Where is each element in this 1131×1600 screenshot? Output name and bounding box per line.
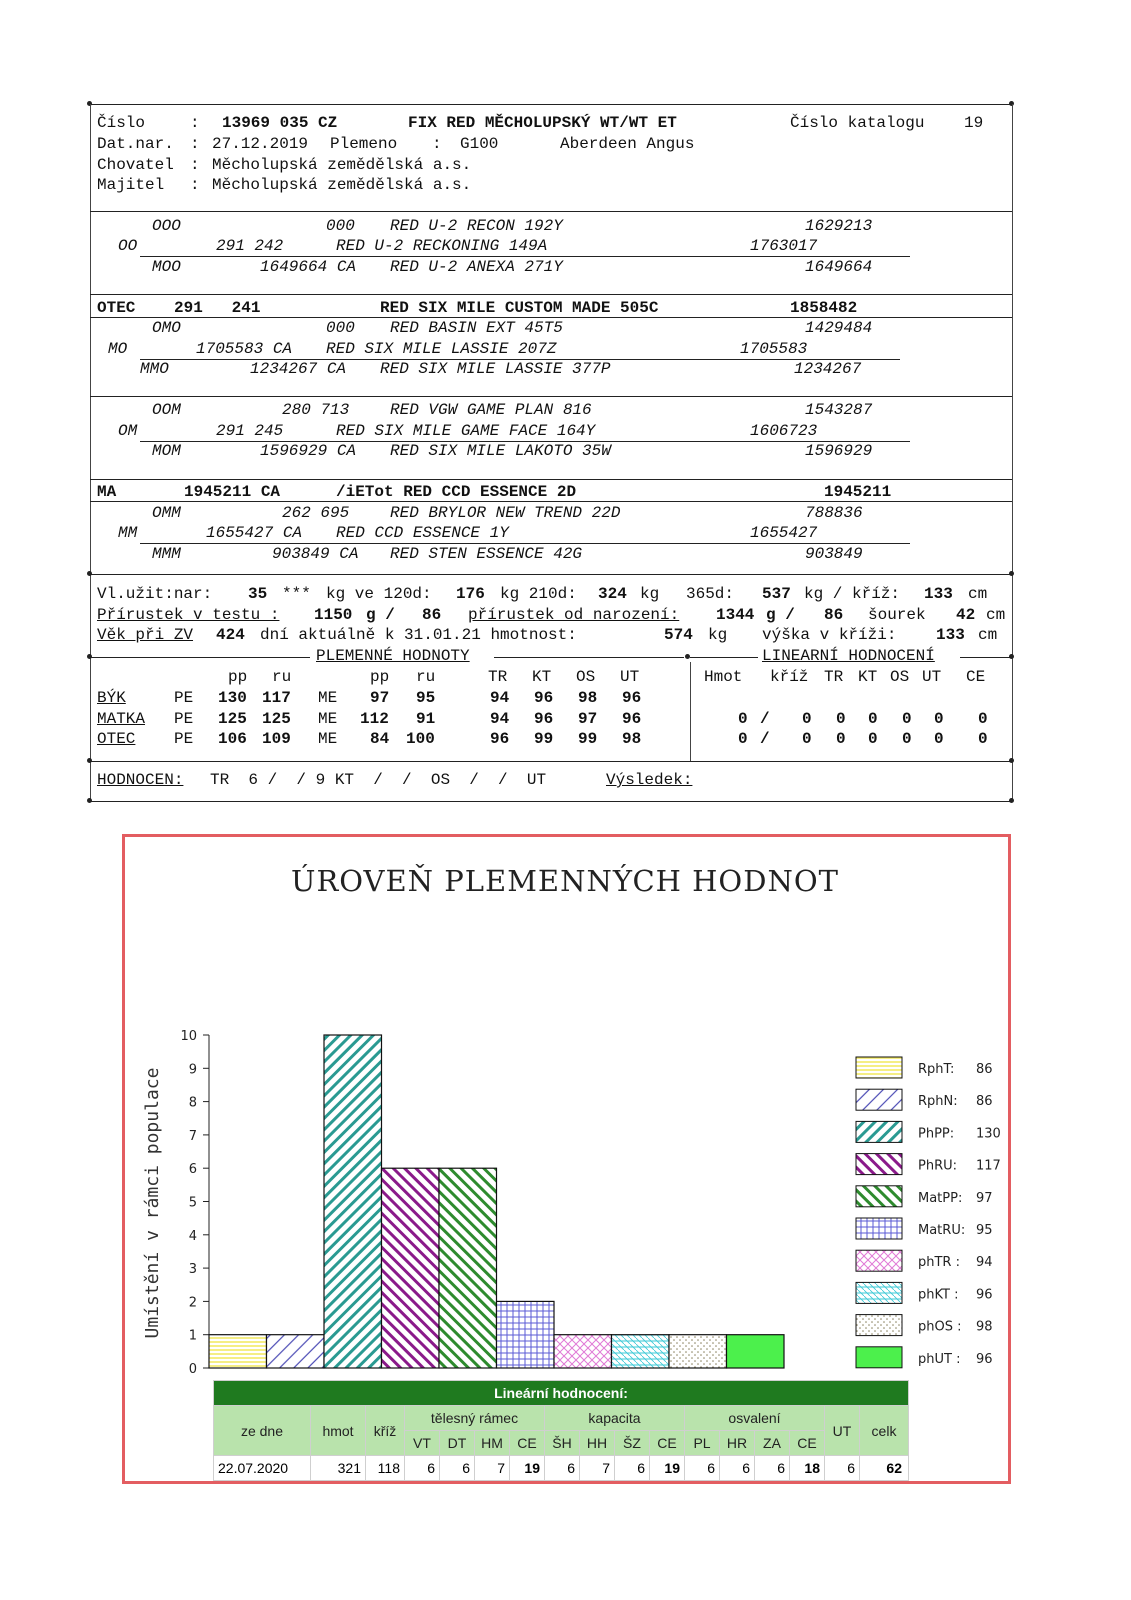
ped-om-name: RED SIX MILE GAME FACE 164Y <box>336 422 596 440</box>
lin-kriz: 0 <box>802 710 812 728</box>
lt-sub: HH <box>580 1431 615 1456</box>
breeder: Měcholupská zemědělská a.s. <box>212 156 472 174</box>
bv-me: ME <box>318 689 338 707</box>
ped-ooo-reg: 1629213 <box>805 217 873 235</box>
frame-right <box>1012 104 1013 802</box>
birth-date: 27.12.2019 <box>212 135 309 153</box>
legend-label: phTR : <box>918 1255 960 1271</box>
evaluation-label: HODNOCEN: <box>97 771 184 789</box>
divider <box>90 501 1012 502</box>
perf-row2-label2: přírustek od narození: <box>468 606 680 624</box>
colon: : <box>432 135 442 153</box>
lt-val: 6 <box>615 1456 650 1481</box>
perf-weight: 574 <box>664 626 693 644</box>
ped-mom-num: 1596929 CA <box>260 442 357 460</box>
frame-dot <box>1009 758 1014 763</box>
lin-tr: 0 <box>836 730 846 748</box>
bv-col-ut: UT <box>620 668 640 686</box>
perf-sourek: 42 <box>956 606 976 624</box>
perf-text: kg <box>708 626 728 644</box>
lt-val: 19 <box>650 1456 685 1481</box>
column-separator <box>690 662 691 762</box>
bv-tr: 94 <box>490 710 510 728</box>
bv-row-name: MATKA <box>97 710 146 728</box>
divider <box>90 396 1012 397</box>
perf-row1-label: Vl.užit:nar: <box>97 585 213 603</box>
bv-ru: 109 <box>262 730 291 748</box>
bv-me: ME <box>318 710 338 728</box>
linear-table <box>213 1380 909 1481</box>
lt-head-kriz: kříž <box>366 1406 405 1456</box>
bv-pp: 130 <box>218 689 247 707</box>
evaluation-text: TR 6 / / 9 KT / / OS / / UT <box>210 771 547 789</box>
ped-omm-name: RED BRYLOR NEW TREND 22D <box>390 504 621 522</box>
chart-title: ÚROVEŇ PLEMENNÝCH HODNOT <box>291 864 839 898</box>
ped-oo-num: 291 242 <box>216 237 284 255</box>
lin-hmot: 0 <box>738 710 748 728</box>
perf-age: 424 <box>216 626 245 644</box>
perf-text: cm <box>986 606 1006 624</box>
lt-sub: ŠZ <box>615 1431 650 1456</box>
lt-head-ut: UT <box>825 1406 860 1456</box>
lt-val: 6 <box>685 1456 720 1481</box>
bv-os: 97 <box>578 710 598 728</box>
perf-birth-gain-index: 86 <box>824 606 844 624</box>
ped-oo-label: OO <box>118 237 138 255</box>
ped-mm-name: RED CCD ESSENCE 1Y <box>336 524 509 542</box>
ped-mo-label: MO <box>108 340 128 358</box>
bv-col-mpp: pp <box>370 668 390 686</box>
lt-val: 19 <box>510 1456 545 1481</box>
lt-head-zedne: ze dne <box>214 1406 311 1456</box>
ped-omm-reg: 788836 <box>805 504 863 522</box>
ped-omo-num: 000 <box>326 319 355 337</box>
lt-sub: ZA <box>755 1431 790 1456</box>
perf-weight-365: 537 <box>762 585 791 603</box>
ped-ma-reg: 1945211 <box>824 483 892 501</box>
divider <box>90 657 310 658</box>
ped-omm-num: 262 695 <box>282 504 350 522</box>
colon: : <box>190 176 200 194</box>
perf-text: šourek <box>868 606 926 624</box>
legend-value: 98 <box>976 1319 993 1335</box>
divider <box>90 211 1012 212</box>
bv-mru: 91 <box>416 710 436 728</box>
ped-ma-label: MA <box>97 483 117 501</box>
lin-os: 0 <box>902 730 912 748</box>
bv-kt: 99 <box>534 730 554 748</box>
bv-mru: 95 <box>416 689 436 707</box>
label-majitel: Majitel <box>97 176 165 194</box>
bv-row-name: BÝK <box>97 689 126 707</box>
legend-value: 96 <box>976 1351 993 1367</box>
y-tick-label: 4 <box>188 1228 197 1244</box>
divider <box>90 294 1012 295</box>
frame-top <box>90 104 1012 105</box>
bv-col-pp: pp <box>228 668 248 686</box>
legend-label: MatRU: <box>918 1223 966 1238</box>
ped-otec-num: 291 241 <box>174 299 261 317</box>
frame-dot <box>87 571 92 576</box>
legend-label: phOS : <box>918 1319 962 1335</box>
lin-col-kt: KT <box>858 668 878 686</box>
perf-text: g / <box>366 606 395 624</box>
ped-oom-reg: 1543287 <box>805 401 873 419</box>
ped-mm-label: MM <box>118 524 138 542</box>
ped-om-num: 291 245 <box>216 422 284 440</box>
bv-ru: 125 <box>262 710 291 728</box>
lt-sub: PL <box>685 1431 720 1456</box>
label-katalog: Číslo katalogu <box>790 114 925 132</box>
lin-kt: 0 <box>868 710 878 728</box>
divider <box>960 657 1012 658</box>
ped-mmo-num: 1234267 CA <box>250 360 347 378</box>
y-tick-label: 7 <box>188 1128 197 1144</box>
bv-row-name: OTEC <box>97 730 136 748</box>
ped-ooo-name: RED U-2 RECON 192Y <box>390 217 563 235</box>
lt-hmot: 321 <box>311 1456 366 1481</box>
legend-label: PhRU: <box>918 1158 958 1174</box>
ped-oom-label: OOM <box>152 401 181 419</box>
perf-weight-210: 324 <box>598 585 627 603</box>
ped-otec-reg: 1858482 <box>790 299 858 317</box>
frame-left <box>90 104 91 802</box>
katalog-number: 19 <box>964 114 984 132</box>
ped-ma-num: 1945211 CA <box>184 483 281 501</box>
perf-row3-label: Věk při ZV <box>97 626 194 644</box>
bv-ru: 117 <box>262 689 291 707</box>
colon: : <box>190 156 200 174</box>
perf-birth-gain: 1344 <box>716 606 755 624</box>
frame-dot <box>1009 798 1014 803</box>
perf-text: cm <box>978 626 998 644</box>
lt-sub: DT <box>440 1431 475 1456</box>
ped-mmm-num: 903849 CA <box>272 545 359 563</box>
legend-label: phKT : <box>918 1287 959 1303</box>
lt-kriz: 118 <box>366 1456 405 1481</box>
divider <box>494 657 684 658</box>
label-datnar: Dat.nar. <box>97 135 174 153</box>
ped-mmm-name: RED STEN ESSENCE 42G <box>390 545 583 563</box>
y-tick-label: 1 <box>188 1328 197 1344</box>
divider <box>690 657 758 658</box>
label-plemeno: Plemeno <box>330 135 398 153</box>
frame-dot <box>87 654 92 659</box>
bv-mpp: 97 <box>370 689 390 707</box>
lt-sub: VT <box>405 1431 440 1456</box>
ped-mom-reg: 1596929 <box>805 442 873 460</box>
perf-text: kg 210d: <box>500 585 577 603</box>
ped-mmm-label: MMM <box>152 545 181 563</box>
lin-col-ce: CE <box>966 668 986 686</box>
lin-hmot: 0 <box>738 730 748 748</box>
lin-slash: / <box>760 730 770 748</box>
ped-ooo-label: OOO <box>152 217 181 235</box>
y-axis-label: Umístění v rámci populace <box>142 1067 163 1339</box>
ped-omm-label: OMM <box>152 504 181 522</box>
frame-dot <box>1009 571 1014 576</box>
lt-val: 7 <box>475 1456 510 1481</box>
perf-text: kg ve 120d: <box>326 585 432 603</box>
perf-text: g / <box>766 606 795 624</box>
bv-os: 98 <box>578 689 598 707</box>
legend-label: MatPP: <box>918 1190 963 1206</box>
breed-name: Aberdeen Angus <box>560 135 695 153</box>
y-tick-label: 3 <box>188 1262 197 1278</box>
lt-sub: HR <box>720 1431 755 1456</box>
ped-om-label: OM <box>118 422 138 440</box>
lin-ce: 0 <box>978 730 988 748</box>
perf-text: dní aktuálně k 31.01.21 hmotnost: <box>260 626 577 644</box>
divider <box>90 574 1012 575</box>
bv-ut: 96 <box>622 710 642 728</box>
ped-moo-reg: 1649664 <box>805 258 873 276</box>
colon: : <box>190 135 200 153</box>
lt-group-kapacita: kapacita <box>545 1406 685 1431</box>
lin-col-hmot: Hmot <box>704 668 743 686</box>
y-tick-label: 8 <box>188 1095 197 1111</box>
lin-ut: 0 <box>934 710 944 728</box>
ped-otec-label: OTEC <box>97 299 136 317</box>
lin-tr: 0 <box>836 710 846 728</box>
ped-line <box>140 543 910 544</box>
lin-kriz: 0 <box>802 730 812 748</box>
lt-group-osvaleni: osvalení <box>685 1406 825 1431</box>
lin-col-ut: UT <box>922 668 942 686</box>
ped-oo-name: RED U-2 RECKONING 149A <box>336 237 548 255</box>
y-tick-label: 10 <box>180 1029 197 1044</box>
lin-slash: / <box>760 710 770 728</box>
bv-pe: PE <box>174 689 194 707</box>
legend-value: 95 <box>976 1223 993 1238</box>
bv-kt: 96 <box>534 710 554 728</box>
y-tick-label: 6 <box>188 1162 197 1178</box>
ped-mmo-name: RED SIX MILE LASSIE 377P <box>380 360 611 378</box>
ped-oo-reg: 1763017 <box>750 237 818 255</box>
legend-value: 86 <box>976 1094 993 1110</box>
label-chovatel: Chovatel <box>97 156 174 174</box>
lin-kt: 0 <box>868 730 878 748</box>
legend-value: 117 <box>976 1158 1001 1174</box>
perf-text: kg / kříž: <box>804 585 901 603</box>
bv-tr: 94 <box>490 689 510 707</box>
ped-line <box>140 256 910 257</box>
perf-text: výška v kříži: <box>762 626 897 644</box>
divider <box>90 479 1012 480</box>
perf-text: 365d: <box>686 585 735 603</box>
ped-oom-name: RED VGW GAME PLAN 816 <box>390 401 592 419</box>
lt-sub: ŠH <box>545 1431 580 1456</box>
ped-ooo-num: 000 <box>326 217 355 235</box>
perf-weight-120: 176 <box>456 585 485 603</box>
bv-ut: 98 <box>622 730 642 748</box>
perf-text: kg <box>640 585 660 603</box>
bv-pp: 106 <box>218 730 247 748</box>
ped-omo-reg: 1429484 <box>805 319 873 337</box>
lt-sub: CE <box>650 1431 685 1456</box>
bv-ut: 96 <box>622 689 642 707</box>
ped-mmo-label: MMO <box>140 360 169 378</box>
bv-kt: 96 <box>534 689 554 707</box>
legend-label: PhPP: <box>918 1126 955 1142</box>
ped-mmm-reg: 903849 <box>805 545 863 563</box>
lt-head-hmot: hmot <box>311 1406 366 1456</box>
bv-mpp: 84 <box>370 730 390 748</box>
ped-mo-name: RED SIX MILE LASSIE 207Z <box>326 340 557 358</box>
lt-celk: 62 <box>860 1456 909 1481</box>
evaluation-result-label: Výsledek: <box>606 771 693 789</box>
ped-moo-name: RED U-2 ANEXA 271Y <box>390 258 563 276</box>
animal-name: FIX RED MĚCHOLUPSKÝ WT/WT ET <box>408 114 677 132</box>
legend-value: 96 <box>976 1287 993 1303</box>
ped-omo-name: RED BASIN EXT 45T5 <box>390 319 563 337</box>
ped-otec-name: RED SIX MILE CUSTOM MADE 505C <box>380 299 659 317</box>
perf-stars: *** <box>282 585 311 603</box>
frame-dot <box>87 798 92 803</box>
catalog-card <box>90 104 1040 824</box>
linear-values-title: LINEARNÍ HODNOCENÍ <box>762 647 935 665</box>
lin-col-kriz: kříž <box>770 668 809 686</box>
bv-pp: 125 <box>218 710 247 728</box>
label-cislo: Číslo <box>97 114 146 132</box>
perf-test-gain: 1150 <box>314 606 353 624</box>
perf-kriz: 133 <box>924 585 953 603</box>
lt-val: 6 <box>405 1456 440 1481</box>
bv-col-ru: ru <box>272 668 292 686</box>
lt-group-telesny: tělesný rámec <box>405 1406 545 1431</box>
legend-label: RphT: <box>918 1062 955 1077</box>
lt-val: 18 <box>790 1456 825 1481</box>
lt-date: 22.07.2020 <box>214 1456 311 1481</box>
perf-height: 133 <box>936 626 965 644</box>
y-tick-label: 9 <box>188 1062 197 1078</box>
lt-val: 6 <box>755 1456 790 1481</box>
ped-om-reg: 1606723 <box>750 422 818 440</box>
frame-dot <box>1009 654 1014 659</box>
bv-col-kt: KT <box>532 668 552 686</box>
perf-row2-label: Přírustek v testu : <box>97 606 280 624</box>
bv-pe: PE <box>174 710 194 728</box>
ped-mo-reg: 1705583 <box>740 340 808 358</box>
lin-col-tr: TR <box>824 668 844 686</box>
ped-mo-num: 1705583 CA <box>196 340 293 358</box>
bv-mru: 100 <box>406 730 435 748</box>
bv-col-tr: TR <box>488 668 508 686</box>
lt-sub: CE <box>510 1431 545 1456</box>
table-row <box>214 1456 909 1481</box>
lt-ut: 6 <box>825 1456 860 1481</box>
bv-col-mru: ru <box>416 668 436 686</box>
lt-val: 7 <box>580 1456 615 1481</box>
bv-tr: 96 <box>490 730 510 748</box>
lt-sub: CE <box>790 1431 825 1456</box>
lt-sub: HM <box>475 1431 510 1456</box>
animal-number: 13969 035 CZ <box>222 114 338 132</box>
frame-dot <box>87 758 92 763</box>
y-tick-label: 0 <box>188 1362 197 1377</box>
perf-test-gain-index: 86 <box>422 606 442 624</box>
bv-os: 99 <box>578 730 598 748</box>
lt-val: 6 <box>545 1456 580 1481</box>
legend-value: 86 <box>976 1062 993 1077</box>
bv-pe: PE <box>174 730 194 748</box>
legend-value: 97 <box>976 1190 993 1206</box>
lin-ut: 0 <box>934 730 944 748</box>
ped-mom-name: RED SIX MILE LAKOTO 35W <box>390 442 611 460</box>
owner: Měcholupská zemědělská a.s. <box>212 176 472 194</box>
lin-col-os: OS <box>890 668 910 686</box>
y-tick-label: 2 <box>188 1295 197 1311</box>
bv-col-os: OS <box>576 668 596 686</box>
ped-mm-reg: 1655427 <box>750 524 818 542</box>
divider <box>90 317 1012 318</box>
bv-me: ME <box>318 730 338 748</box>
lt-val: 6 <box>440 1456 475 1481</box>
legend-label: phUT : <box>918 1351 961 1367</box>
frame-bottom <box>90 801 1012 802</box>
ped-ma-name: /iETot RED CCD ESSENCE 2D <box>336 483 577 501</box>
legend-value: 94 <box>976 1255 993 1271</box>
ped-omo-label: OMO <box>152 319 181 337</box>
ped-moo-label: MOO <box>152 258 181 276</box>
legend-value: 130 <box>976 1126 1001 1142</box>
colon: : <box>190 114 200 132</box>
y-tick-label: 5 <box>188 1195 197 1211</box>
lt-val: 6 <box>720 1456 755 1481</box>
ped-mm-num: 1655427 CA <box>206 524 303 542</box>
linear-table-title: Lineární hodnocení: <box>214 1381 909 1406</box>
ped-moo-num: 1649664 CA <box>260 258 357 276</box>
breeding-values-title: PLEMENNÉ HODNOTY <box>316 647 470 665</box>
ped-mom-label: MOM <box>152 442 181 460</box>
perf-text: cm <box>968 585 988 603</box>
legend-label: RphN: <box>918 1094 958 1110</box>
bv-mpp: 112 <box>360 710 389 728</box>
ped-mmo-reg: 1234267 <box>794 360 862 378</box>
ped-oom-num: 280 713 <box>282 401 350 419</box>
perf-birth-weight: 35 <box>248 585 268 603</box>
lt-head-celk: celk <box>860 1406 909 1456</box>
lin-os: 0 <box>902 710 912 728</box>
divider <box>90 761 1012 762</box>
breed-code: G100 <box>460 135 499 153</box>
lin-ce: 0 <box>978 710 988 728</box>
